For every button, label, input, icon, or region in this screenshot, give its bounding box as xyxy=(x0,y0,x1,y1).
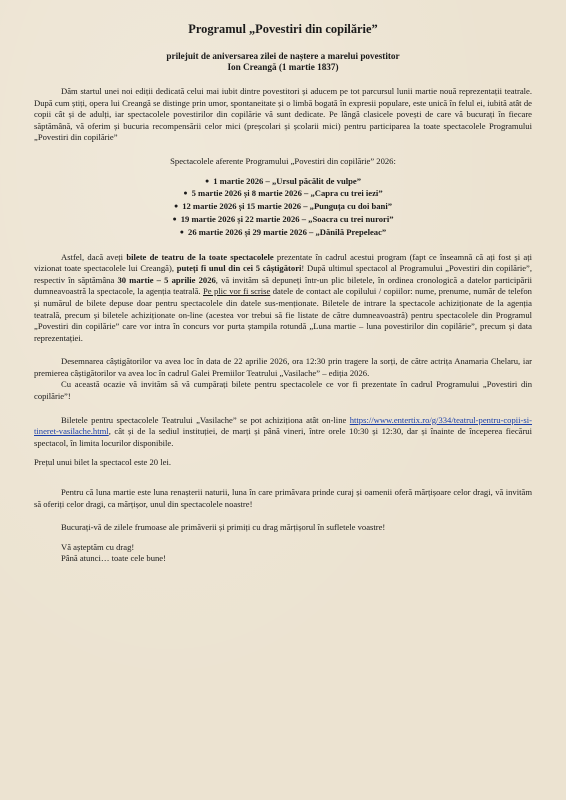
wishes-paragraph: Bucurați-vă de zilele frumoase ale primăverii și primiți cu drag mărțișorul în sufletele voastre! xyxy=(61,522,386,533)
show-item: ● 5 martie 2026 și 8 martie 2026 – „Capra cu trei iezi” xyxy=(34,188,532,201)
shows-heading: Spectacolele aferente Programului „Povestiri din copilărie” 2026: xyxy=(170,155,396,166)
invite-paragraph: Cu această ocazie vă invităm să vă cumpărați bilete pentru spectacolele ce vor fi prezentate în cadrul Programului „Povestiri din copilărie”! xyxy=(34,379,532,402)
document-title: Programul „Povestiri din copilărie” xyxy=(188,22,378,36)
document-subtitle xyxy=(34,51,532,73)
subtitle-line-author: Ion Creangă (1 martie 1837) xyxy=(227,62,339,72)
show-item: ● 26 martie 2026 și 29 martie 2026 – „Dănilă Prepeleac” xyxy=(34,227,532,240)
entertix-link[interactable]: https://www.entertix.ro/g/334/teatrul-pentru-copii-si-tineret-vasilache.html xyxy=(34,414,532,437)
shows-list xyxy=(34,176,532,240)
contest-paragraph: Astfel, dacă aveți bilete de teatru de la toate spectacolele prezentate în cadrul acestui program (fapt ce înseamnă că ați fost și ați vizionat toate spectacolele lui Creangă), puteți fi unul din cei 5 câștigători! După ultimul spectacol al Programului „Povestiri din copilărie”, respectiv în săptămâna 30 martie – 5 aprilie 2026, vă invităm să depuneți într-un plic biletele, în ordinea cronologică a datelor participării dumneavoastră la spectacole, la agenția teatrală. Pe plic vor fi scrise datele de contact ale copilului / copiilor: nume, prenume, număr de telefon și numărul de bilete depuse doar pentru spectacolele din datele sus-menționate. Biletele de intrare la spectacole achiziționate de la agenția teatrală, precum și biletele achiziționate on-line (acestea vor trebui să fie listate de către dumneavoastră) pentru spectacolele din Programul „Povestiri din copilărie” care vor intra în concurs vor purta ștampila rotundă „Luna martie – luna povestirilor din copilărie”, precum și data reprezentației. xyxy=(34,251,532,343)
show-item: ● 19 martie 2026 și 22 martie 2026 – „Soacra cu trei nurori” xyxy=(34,214,532,227)
tickets-paragraph: Biletele pentru spectacolele Teatrului „Vasilache” se pot achiziționa atât on-line https://www.entertix.ro/g/334/teatrul-pentru-copii-si-tineret-vasilache.html, cât și de la sediul instituției, de marți și până vineri, între orele 10:30 și 12:30, dar și înainte de începerea fiecărui spectacol, în limita locurilor disponibile. xyxy=(34,414,532,448)
closing-wait: Vă așteptăm cu drag! xyxy=(61,541,135,552)
spring-paragraph: Pentru că luna martie este luna renașterii naturii, luna în care primăvara prinde curaj și oamenii oferă mărțișoare celor dragi, vă invităm să oferiți celor dragi, ca mărțișor, unul din spectacolele noastre! xyxy=(34,487,532,509)
closing-bye: Până atunci… toate cele bune! xyxy=(61,553,166,564)
winners-paragraph: Desemnarea câștigătorilor va avea loc în data de 22 aprilie 2026, ora 12:30 prin tragere la sorți, de către actrița Anamaria Chelaru, iar premierea câștigătorilor va avea loc în cadrul Galei Premiilor Teatrului „Vasilache” – ediția 2026. xyxy=(34,356,532,378)
ticket-price: Prețul unui bilet la spectacol este 20 lei. xyxy=(34,457,171,468)
subtitle-line-occasion: prilejuit de aniversarea zilei de naștere a marelui povestitor xyxy=(166,51,400,61)
intro-paragraph: Dăm startul unei noi ediții dedicată celui mai iubit dintre povestitori și aducem pe tot parcursul lunii martie nouă reprezentații teatrale. După cum știți, opera lui Creangă se distinge prin umor, spontaneitate și o limbă bogată în expresii populare, este unică în felul ei, iubită atât de copii cât și de adulți, iar spectacolele povestirilor din copilărie vă sunt dedicate. Pe lângă clasicele povești de care vă bucurați în fiecare săptămână, vă oferim și bucuria recompensării celor mici (preșcolari și școlarii mici) pentru participarea la toate spectacolele Programului „Povestiri din copilărie” xyxy=(34,86,532,143)
show-item: ● 12 martie 2026 și 15 martie 2026 – „Punguța cu doi bani” xyxy=(34,201,532,214)
show-item: ● 1 martie 2026 – „Ursul păcălit de vulpe” xyxy=(34,176,532,189)
